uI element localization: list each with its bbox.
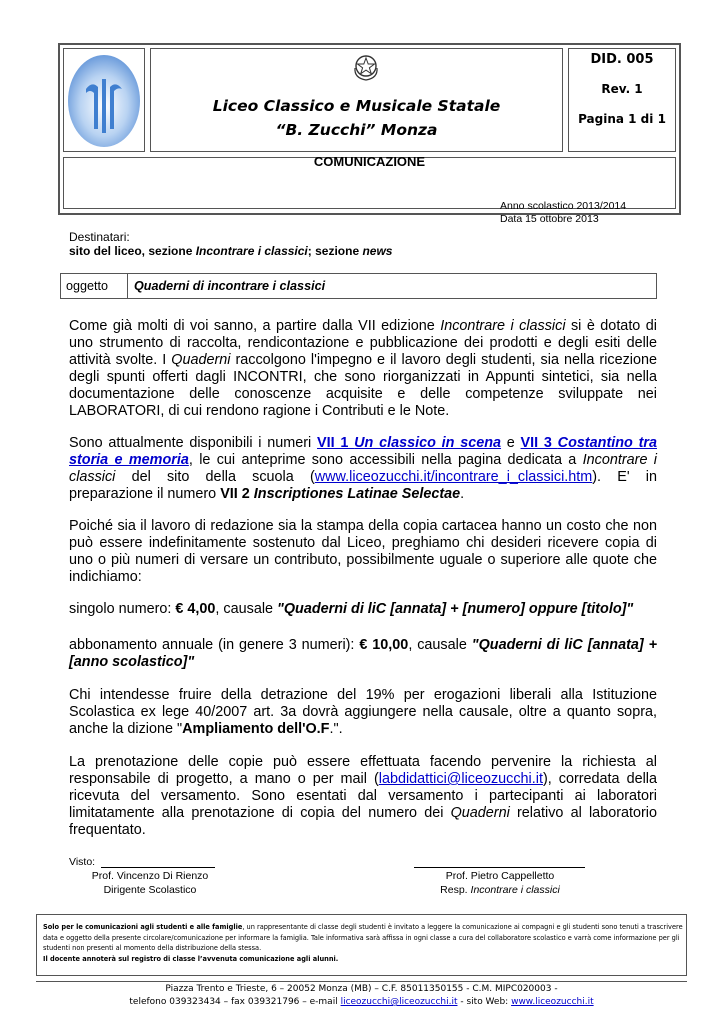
subject-divider: [127, 273, 128, 299]
doc-date: Data 15 ottobre 2013: [500, 213, 599, 225]
doc-code: DID. 005: [590, 52, 654, 67]
right-signer-role: Resp. Incontrare i classici: [440, 884, 560, 896]
left-signer-name: Prof. Vincenzo Di Rienzo: [91, 870, 209, 882]
link-quaderno-vii-3[interactable]: VII 3 Costantino tra storia e memoria: [69, 435, 657, 468]
doc-type: COMUNICAZIONE: [313, 154, 426, 169]
school-name: Liceo Classico e Musicale Statale: [212, 97, 501, 115]
link-quaderno-vii-1[interactable]: VII 1 Un classico in scena: [317, 435, 502, 451]
footer-contacts: telefono 039323434 – fax 039321796 – e-mail liceozucchi@liceozucchi.it - sito Web: www.liceozucchi.it: [129, 997, 594, 1007]
school-logo: [63, 48, 145, 152]
footer-address: Piazza Trento e Trieste, 6 – 20052 Monza (MB) – C.F. 85011350155 - C.M. MIPC020003 -: [165, 984, 558, 994]
right-signer-name: Prof. Pietro Cappelletto: [445, 870, 555, 882]
revision: Rev. 1: [601, 82, 643, 96]
paragraph-7: La prenotazione delle copie può essere effettuata facendo pervenire la richiesta al responsabile di progetto, a mano o per mail (labdidattici@liceozucchi.it), corredata della ricevuta del versamento. Sono esentati dal versamento i partecipanti ai laboratori limitatamente alla prenotazione di copia del numero dei Quaderni relativo al laboratorio frequentato.: [69, 754, 657, 838]
footer-site-link[interactable]: www.liceozucchi.it: [511, 997, 594, 1007]
subject-label: oggetto: [66, 279, 109, 293]
link-labdidattici-email[interactable]: labdidattici@liceozucchi.it: [378, 771, 543, 787]
page-number: Pagina 1 di 1: [578, 112, 666, 126]
recipients-label: Destinatari:: [69, 230, 130, 244]
notice-text: Solo per le comunicazioni agli studenti e alle famiglie, un rappresentante di classe degli studenti è invitato a leggere la comunicazione ai compagni e gli studenti sono tenuti a trascrivere data e oggetto della presente circolare/comunicazione per informare la famiglia. Tale informativa sarà affissa in ogni classe a cura del collaboratore scolastico e varrà come informazione per gli studenti non presenti al momento della distribuzione della stessa. Il docente annoterà sul registro di classe l’avvenuta comunicazione agli alunni.: [43, 923, 683, 963]
left-signature-line: [101, 867, 215, 868]
left-signer-role: Dirigente Scolastico: [103, 884, 197, 896]
school-logo-icon: [64, 49, 144, 151]
paragraph-3: Poiché sia il lavoro di redazione sia la stampa della copia cartacea hanno un costo che non può essere indefinitamente sostenuto dal Liceo, preghiamo chi desideri ricevere copia di uno o più numeri di versare un contributo, possibilmente uguale o superiore alle quote che indichiamo:: [69, 518, 657, 585]
paragraph-5: abbonamento annuale (in genere 3 numeri): € 10,00, causale "Quaderni di liC [annata] + [anno scolastico]": [69, 637, 657, 670]
paragraph-4: singolo numero: € 4,00, causale "Quaderni di liC [annata] + [numero] oppure [titolo]": [69, 601, 634, 617]
school-year: Anno scolastico 2013/2014: [500, 200, 627, 212]
footer-email-link[interactable]: liceozucchi@liceozucchi.it: [340, 997, 458, 1007]
paragraph-1: Come già molti di voi sanno, a partire dalla VII edizione Incontrare i classici si è dotato di uno strumento di raccolta, rendicontazione e pubblicazione dei prodotti e degli esiti delle attività svolte. I Quaderni raccolgono l'impegno e il lavoro degli studenti, sia nella ricezione degli spunti offerti dagli INCONTRI, che sono riorganizzati in Appunti sintetici, sia nella documentazione delle conoscenze acquisite e delle competenze sviluppate nei LABORATORI, di cui rendono ragione i Contributi e le Note.: [69, 318, 657, 419]
recipients-value: sito del liceo, sezione Incontrare i classici; sezione news: [69, 244, 393, 258]
visto-label: Visto:: [69, 856, 96, 868]
subject-value: Quaderni di incontrare i classici: [134, 279, 326, 293]
right-signature-line: [414, 867, 585, 868]
school-name-2: “B. Zucchi” Monza: [275, 121, 438, 139]
republic-emblem-icon: [350, 52, 382, 82]
paragraph-6: Chi intendesse fruire della detrazione del 19% per erogazioni liberali alla Istituzione Scolastica ex lege 40/2007 art. 3a dovrà aggiungere nella causale, oltre a quanto sopra, anche la dizione "Ampliamento dell'O.F.".: [69, 687, 657, 737]
paragraph-2: Sono attualmente disponibili i numeri VII 1 Un classico in scena e VII 3 Costantino tra storia e memoria, le cui anteprime sono accessibili nella pagina dedicata a Incontrare i classici del sito della scuola (www.liceozucchi.it/incontrare_i_classici.htm). E' in preparazione il numero VII 2 Inscriptiones Latinae Selectae.: [69, 435, 657, 502]
footer-divider: [36, 981, 687, 982]
link-incontrare-page[interactable]: www.liceozucchi.it/incontrare_i_classici.htm: [314, 469, 593, 485]
